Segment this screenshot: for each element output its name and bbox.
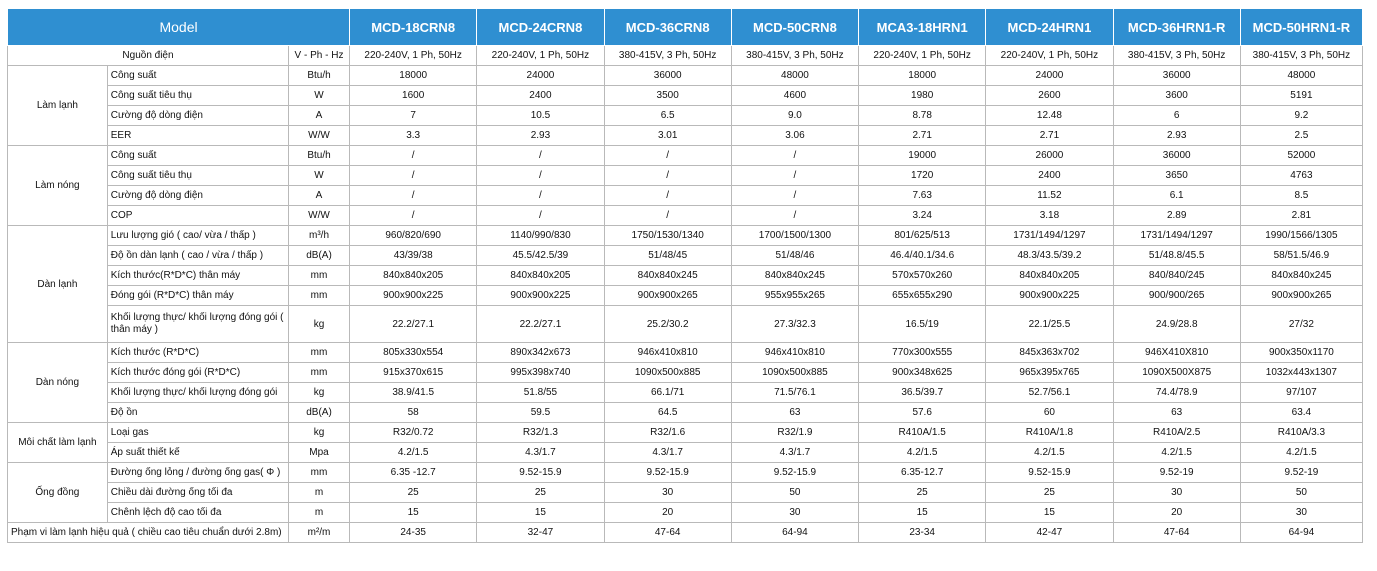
spec-value: /	[604, 166, 731, 186]
spec-value: 51/48/45	[604, 246, 731, 266]
spec-value: 52.7/56.1	[986, 383, 1113, 403]
spec-value: /	[477, 206, 604, 226]
spec-value: 50	[1240, 483, 1362, 503]
spec-value: 63	[731, 403, 858, 423]
spec-value: 4.2/1.5	[1240, 443, 1362, 463]
spec-value: 770x300x555	[859, 343, 986, 363]
row-label: Cường độ dòng điện	[107, 186, 288, 206]
row-label: Độ ồn	[107, 403, 288, 423]
spec-value: 26000	[986, 146, 1113, 166]
spec-value: 890x342x673	[477, 343, 604, 363]
spec-value: 52000	[1240, 146, 1362, 166]
spec-value: 1140/990/830	[477, 226, 604, 246]
spec-value: 900/900/265	[1113, 286, 1240, 306]
spec-value: 64.5	[604, 403, 731, 423]
spec-row	[8, 146, 1363, 166]
row-label: Khối lượng thực/ khối lượng đóng gói ( thân máy )	[107, 306, 288, 343]
power-unit: V - Ph - Hz	[288, 46, 349, 66]
row-unit: Btu/h	[288, 146, 349, 166]
spec-value: 6.1	[1113, 186, 1240, 206]
spec-value: /	[604, 206, 731, 226]
group-label: Ống đồng	[8, 463, 108, 523]
row-unit: mm	[288, 266, 349, 286]
spec-value: 9.52-15.9	[731, 463, 858, 483]
power-value: 380-415V, 3 Ph, 50Hz	[731, 46, 858, 66]
spec-value: 9.52-15.9	[986, 463, 1113, 483]
spec-value: 36000	[1113, 146, 1240, 166]
row-unit: kg	[288, 423, 349, 443]
spec-value: 2400	[477, 86, 604, 106]
spec-value: 1600	[350, 86, 477, 106]
spec-row	[8, 266, 1363, 286]
row-unit: Mpa	[288, 443, 349, 463]
spec-value: 1090X500X875	[1113, 363, 1240, 383]
spec-row	[8, 503, 1363, 523]
spec-value: 24000	[986, 66, 1113, 86]
spec-value: 1720	[859, 166, 986, 186]
spec-value: 3.18	[986, 206, 1113, 226]
spec-value: 25	[477, 483, 604, 503]
spec-row	[8, 206, 1363, 226]
spec-value: 915x370x615	[350, 363, 477, 383]
spec-value: 25	[350, 483, 477, 503]
spec-value: 7.63	[859, 186, 986, 206]
row-label: Công suất	[107, 146, 288, 166]
row-unit: A	[288, 186, 349, 206]
spec-value: 58	[350, 403, 477, 423]
spec-row	[8, 463, 1363, 483]
spec-value: 840x840x205	[350, 266, 477, 286]
row-label: Đóng gói (R*D*C) thân máy	[107, 286, 288, 306]
group-label: Làm nóng	[8, 146, 108, 226]
spec-value: 840x840x245	[604, 266, 731, 286]
row-unit: Btu/h	[288, 66, 349, 86]
spec-value: 840x840x245	[1240, 266, 1362, 286]
spec-value: R410A/1.8	[986, 423, 1113, 443]
spec-value: 9.52-15.9	[477, 463, 604, 483]
spec-value: 801/625/513	[859, 226, 986, 246]
spec-value: 1750/1530/1340	[604, 226, 731, 246]
row-label: Đường ống lỏng / đường ống gas( Φ )	[107, 463, 288, 483]
range-value: 64-94	[1240, 523, 1362, 543]
spec-row	[8, 106, 1363, 126]
spec-value: 48.3/43.5/39.2	[986, 246, 1113, 266]
spec-row	[8, 363, 1363, 383]
spec-value: 1731/1494/1297	[1113, 226, 1240, 246]
model-name: MCD-36HRN1-R	[1113, 9, 1240, 46]
row-label: Loại gas	[107, 423, 288, 443]
row-unit: W/W	[288, 206, 349, 226]
power-row	[8, 46, 1363, 66]
spec-value: 30	[1113, 483, 1240, 503]
row-label: Lưu lượng gió ( cao/ vừa / thấp )	[107, 226, 288, 246]
spec-row	[8, 86, 1363, 106]
spec-value: 10.5	[477, 106, 604, 126]
range-value: 23-34	[859, 523, 986, 543]
power-value: 220-240V, 1 Ph, 50Hz	[477, 46, 604, 66]
row-label: Công suất tiêu thụ	[107, 166, 288, 186]
range-value: 24-35	[350, 523, 477, 543]
spec-value: 30	[1240, 503, 1362, 523]
power-value: 380-415V, 3 Ph, 50Hz	[1113, 46, 1240, 66]
spec-value: 74.4/78.9	[1113, 383, 1240, 403]
spec-value: 5191	[1240, 86, 1362, 106]
spec-value: 43/39/38	[350, 246, 477, 266]
spec-value: 1032x443x1307	[1240, 363, 1362, 383]
range-row	[8, 523, 1363, 543]
spec-value: 36000	[604, 66, 731, 86]
spec-value: 840/840/245	[1113, 266, 1240, 286]
spec-value: /	[477, 146, 604, 166]
spec-row	[8, 383, 1363, 403]
spec-value: 6	[1113, 106, 1240, 126]
row-label: COP	[107, 206, 288, 226]
spec-value: 60	[986, 403, 1113, 423]
spec-row	[8, 166, 1363, 186]
spec-row	[8, 403, 1363, 423]
spec-value: 995x398x740	[477, 363, 604, 383]
row-label: Áp suất thiết kế	[107, 443, 288, 463]
spec-value: 2400	[986, 166, 1113, 186]
spec-value: 3650	[1113, 166, 1240, 186]
spec-value: 36.5/39.7	[859, 383, 986, 403]
spec-value: 1090x500x885	[731, 363, 858, 383]
range-value: 32-47	[477, 523, 604, 543]
spec-value: 9.0	[731, 106, 858, 126]
spec-value: 1980	[859, 86, 986, 106]
row-label: Kích thước(R*D*C) thân máy	[107, 266, 288, 286]
spec-value: 2.5	[1240, 126, 1362, 146]
spec-value: 51/48.8/45.5	[1113, 246, 1240, 266]
row-unit: mm	[288, 286, 349, 306]
spec-value: 946x410x810	[604, 343, 731, 363]
row-unit: W	[288, 166, 349, 186]
spec-row	[8, 343, 1363, 363]
spec-value: 1090x500x885	[604, 363, 731, 383]
spec-row	[8, 126, 1363, 146]
spec-value: 4.2/1.5	[1113, 443, 1240, 463]
spec-row	[8, 186, 1363, 206]
spec-value: 27.3/32.3	[731, 306, 858, 343]
spec-value: 63	[1113, 403, 1240, 423]
spec-value: 3.3	[350, 126, 477, 146]
row-unit: W	[288, 86, 349, 106]
spec-value: 2600	[986, 86, 1113, 106]
spec-value: 900x900x225	[986, 286, 1113, 306]
spec-value: 1700/1500/1300	[731, 226, 858, 246]
spec-value: 38.9/41.5	[350, 383, 477, 403]
spec-value: 1731/1494/1297	[986, 226, 1113, 246]
spec-value: 48000	[731, 66, 858, 86]
table-body	[8, 46, 1363, 523]
model-name: MCD-18CRN8	[350, 9, 477, 46]
row-unit: m³/h	[288, 226, 349, 246]
spec-value: 30	[604, 483, 731, 503]
spec-value: /	[350, 186, 477, 206]
row-unit: m	[288, 503, 349, 523]
spec-value: 36000	[1113, 66, 1240, 86]
spec-value: 15	[350, 503, 477, 523]
spec-value: R32/0.72	[350, 423, 477, 443]
spec-value: 27/32	[1240, 306, 1362, 343]
row-unit: mm	[288, 343, 349, 363]
group-label: Dàn lạnh	[8, 226, 108, 343]
header-row	[8, 9, 1363, 46]
spec-value: 48000	[1240, 66, 1362, 86]
spec-value: 9.52-19	[1113, 463, 1240, 483]
spec-value: 12.48	[986, 106, 1113, 126]
spec-value: 9.2	[1240, 106, 1362, 126]
spec-value: 15	[859, 503, 986, 523]
model-name: MCD-24CRN8	[477, 9, 604, 46]
spec-value: 25.2/30.2	[604, 306, 731, 343]
spec-value: 900x350x1170	[1240, 343, 1362, 363]
spec-value: 3.24	[859, 206, 986, 226]
spec-value: 4.2/1.5	[350, 443, 477, 463]
spec-row	[8, 246, 1363, 266]
row-unit: mm	[288, 363, 349, 383]
spec-value: 960/820/690	[350, 226, 477, 246]
spec-value: /	[477, 186, 604, 206]
power-value: 220-240V, 1 Ph, 50Hz	[350, 46, 477, 66]
model-name: MCA3-18HRN1	[859, 9, 986, 46]
spec-value: 900x348x625	[859, 363, 986, 383]
spec-value: 25	[986, 483, 1113, 503]
power-value: 380-415V, 3 Ph, 50Hz	[1240, 46, 1362, 66]
spec-value: 900x900x265	[1240, 286, 1362, 306]
spec-value: 59.5	[477, 403, 604, 423]
row-label: Chênh lệch độ cao tối đa	[107, 503, 288, 523]
spec-row	[8, 306, 1363, 343]
spec-value: 1990/1566/1305	[1240, 226, 1362, 246]
model-name: MCD-50CRN8	[731, 9, 858, 46]
spec-value: 900x900x265	[604, 286, 731, 306]
spec-value: 57.6	[859, 403, 986, 423]
power-value: 380-415V, 3 Ph, 50Hz	[604, 46, 731, 66]
spec-row	[8, 66, 1363, 86]
spec-value: /	[731, 206, 858, 226]
spec-value: 19000	[859, 146, 986, 166]
spec-value: 840x840x245	[731, 266, 858, 286]
model-name: MCD-50HRN1-R	[1240, 9, 1362, 46]
spec-value: 7	[350, 106, 477, 126]
spec-value: 22.2/27.1	[350, 306, 477, 343]
spec-value: 4763	[1240, 166, 1362, 186]
spec-value: 4.3/1.7	[604, 443, 731, 463]
spec-value: 900x900x225	[477, 286, 604, 306]
spec-value: /	[604, 186, 731, 206]
row-label: Độ ồn dàn lạnh ( cao / vừa / thấp )	[107, 246, 288, 266]
spec-value: R410A/1.5	[859, 423, 986, 443]
row-unit: A	[288, 106, 349, 126]
spec-value: R32/1.9	[731, 423, 858, 443]
spec-table	[7, 8, 1363, 543]
spec-value: 2.89	[1113, 206, 1240, 226]
spec-value: R410A/3.3	[1240, 423, 1362, 443]
spec-value: 15	[477, 503, 604, 523]
spec-value: 18000	[859, 66, 986, 86]
spec-value: 655x655x290	[859, 286, 986, 306]
spec-value: 9.52-15.9	[604, 463, 731, 483]
spec-value: 58/51.5/46.9	[1240, 246, 1362, 266]
spec-value: 4.3/1.7	[477, 443, 604, 463]
power-value: 220-240V, 1 Ph, 50Hz	[986, 46, 1113, 66]
spec-value: 8.78	[859, 106, 986, 126]
row-label: Công suất tiêu thụ	[107, 86, 288, 106]
spec-value: 8.5	[1240, 186, 1362, 206]
model-header: Model	[8, 9, 350, 46]
spec-value: 22.1/25.5	[986, 306, 1113, 343]
group-label: Làm lạnh	[8, 66, 108, 146]
spec-value: 6.5	[604, 106, 731, 126]
spec-value: 25	[859, 483, 986, 503]
spec-value: 4.3/1.7	[731, 443, 858, 463]
spec-value: 22.2/27.1	[477, 306, 604, 343]
range-value: 42-47	[986, 523, 1113, 543]
row-unit: W/W	[288, 126, 349, 146]
row-unit: kg	[288, 306, 349, 343]
spec-value: 570x570x260	[859, 266, 986, 286]
spec-value: 20	[604, 503, 731, 523]
spec-value: R32/1.6	[604, 423, 731, 443]
spec-value: 24.9/28.8	[1113, 306, 1240, 343]
spec-row	[8, 483, 1363, 503]
spec-value: /	[731, 166, 858, 186]
range-label: Phạm vi làm lạnh hiệu quả ( chiều cao tiêu chuẩn dưới 2.8m)	[8, 523, 289, 543]
spec-value: 51/48/46	[731, 246, 858, 266]
spec-value: 11.52	[986, 186, 1113, 206]
spec-value: 66.1/71	[604, 383, 731, 403]
row-label: Công suất	[107, 66, 288, 86]
spec-value: 965x395x765	[986, 363, 1113, 383]
spec-value: 3500	[604, 86, 731, 106]
power-label: Nguồn điện	[8, 46, 289, 66]
spec-value: 3600	[1113, 86, 1240, 106]
spec-value: /	[350, 166, 477, 186]
spec-value: 71.5/76.1	[731, 383, 858, 403]
row-unit: dB(A)	[288, 246, 349, 266]
spec-value: 946X410X810	[1113, 343, 1240, 363]
spec-value: 3.06	[731, 126, 858, 146]
spec-value: /	[350, 146, 477, 166]
row-label: Khối lượng thực/ khối lượng đóng gói	[107, 383, 288, 403]
spec-row	[8, 423, 1363, 443]
spec-value: 2.93	[1113, 126, 1240, 146]
table-header	[8, 9, 1363, 46]
group-label: Dàn nóng	[8, 343, 108, 423]
spec-value: 6.35 -12.7	[350, 463, 477, 483]
range-value: 47-64	[1113, 523, 1240, 543]
spec-value: 900x900x225	[350, 286, 477, 306]
spec-value: /	[731, 186, 858, 206]
row-unit: kg	[288, 383, 349, 403]
spec-value: 46.4/40.1/34.6	[859, 246, 986, 266]
spec-value: 18000	[350, 66, 477, 86]
row-unit: mm	[288, 463, 349, 483]
spec-value: 97/107	[1240, 383, 1362, 403]
group-label: Môi chất làm lạnh	[8, 423, 108, 463]
spec-row	[8, 443, 1363, 463]
spec-value: 16.5/19	[859, 306, 986, 343]
spec-value: 845x363x702	[986, 343, 1113, 363]
spec-value: 4.2/1.5	[986, 443, 1113, 463]
spec-value: 50	[731, 483, 858, 503]
spec-value: 15	[986, 503, 1113, 523]
range-unit: m²/m	[288, 523, 349, 543]
spec-value: 30	[731, 503, 858, 523]
spec-value: 840x840x205	[477, 266, 604, 286]
row-label: Kích thước (R*D*C)	[107, 343, 288, 363]
range-value: 64-94	[731, 523, 858, 543]
spec-value: 4.2/1.5	[859, 443, 986, 463]
spec-value: 51.8/55	[477, 383, 604, 403]
spec-value: 805x330x554	[350, 343, 477, 363]
spec-value: 946x410x810	[731, 343, 858, 363]
row-unit: m	[288, 483, 349, 503]
spec-row	[8, 226, 1363, 246]
row-label: EER	[107, 126, 288, 146]
spec-value: 9.52-19	[1240, 463, 1362, 483]
spec-value: /	[731, 146, 858, 166]
spec-value: 2.71	[986, 126, 1113, 146]
row-label: Cường độ dòng điện	[107, 106, 288, 126]
spec-value: 840x840x205	[986, 266, 1113, 286]
power-value: 220-240V, 1 Ph, 50Hz	[859, 46, 986, 66]
spec-value: 24000	[477, 66, 604, 86]
spec-value: 6.35-12.7	[859, 463, 986, 483]
spec-value: 63.4	[1240, 403, 1362, 423]
spec-value: /	[604, 146, 731, 166]
spec-value: 2.71	[859, 126, 986, 146]
spec-value: R32/1.3	[477, 423, 604, 443]
spec-value: /	[350, 206, 477, 226]
model-name: MCD-36CRN8	[604, 9, 731, 46]
spec-value: R410A/2.5	[1113, 423, 1240, 443]
row-unit: dB(A)	[288, 403, 349, 423]
range-value: 47-64	[604, 523, 731, 543]
spec-value: 2.81	[1240, 206, 1362, 226]
spec-value: 20	[1113, 503, 1240, 523]
spec-value: 3.01	[604, 126, 731, 146]
model-name: MCD-24HRN1	[986, 9, 1113, 46]
spec-value: 955x955x265	[731, 286, 858, 306]
spec-value: /	[477, 166, 604, 186]
table-footer	[8, 523, 1363, 543]
spec-value: 4600	[731, 86, 858, 106]
spec-value: 2.93	[477, 126, 604, 146]
row-label: Chiều dài đường ống tối đa	[107, 483, 288, 503]
spec-value: 45.5/42.5/39	[477, 246, 604, 266]
row-label: Kích thước đóng gói (R*D*C)	[107, 363, 288, 383]
spec-row	[8, 286, 1363, 306]
